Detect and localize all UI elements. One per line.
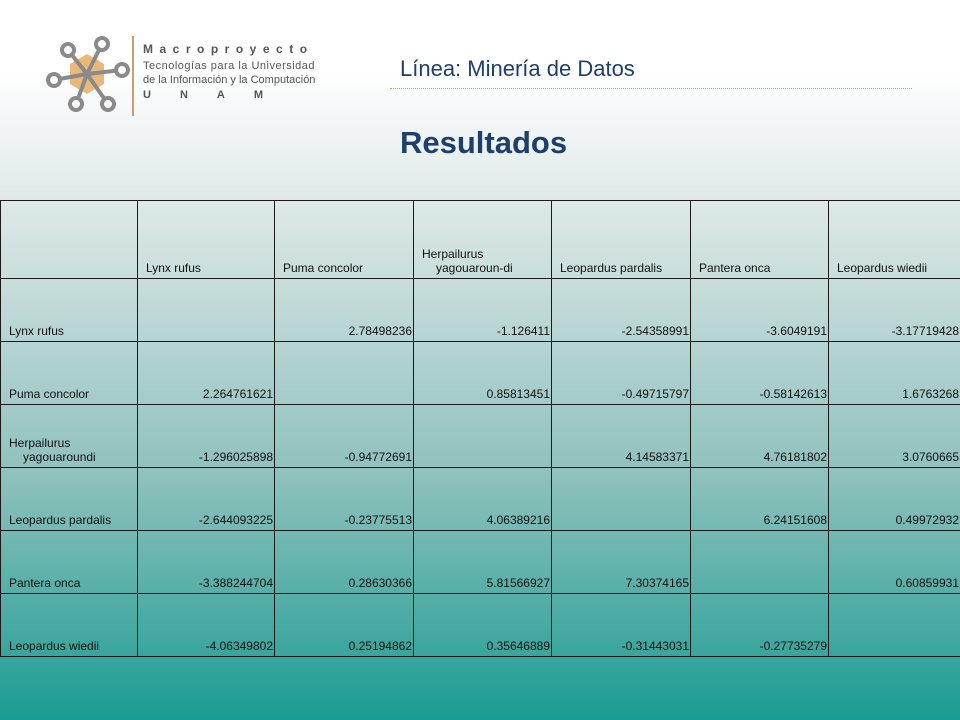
row-header: Puma concolor xyxy=(1,342,138,405)
table-cell: -3.388244704 xyxy=(138,531,275,594)
table-cell: 0.49972932 xyxy=(829,468,960,531)
column-header-label: Herpailurus yagouaroun-di xyxy=(422,247,513,275)
column-header xyxy=(414,201,552,279)
table-cell xyxy=(552,468,691,531)
table-row xyxy=(1,468,960,531)
table-row xyxy=(1,405,960,468)
column-header: Lynx rufus xyxy=(138,201,275,279)
table-cell: 4.14583371 xyxy=(552,405,691,468)
line-heading: Línea: Minería de Datos xyxy=(400,56,635,81)
row-header-label: Herpailurus yagouaroundi xyxy=(9,436,96,464)
table-cell: 0.25194862 xyxy=(275,594,414,657)
table-cell: 3.0760665 xyxy=(829,405,960,468)
page-title: Resultados xyxy=(400,125,568,160)
row-header xyxy=(1,405,138,468)
table-cell: 4.06389216 xyxy=(414,468,552,531)
table-cell: -0.94772691 xyxy=(275,405,414,468)
logo-subtitle-line1: Tecnologías para la Universidad xyxy=(143,60,316,72)
table-cell: -4.06349802 xyxy=(138,594,275,657)
column-header: Leopardus wiedii xyxy=(829,201,960,279)
table-cell xyxy=(691,531,829,594)
table-cell xyxy=(829,594,960,657)
table-row xyxy=(1,342,960,405)
table-cell: -3.17719428 xyxy=(829,279,960,342)
table-cell: -2.54358991 xyxy=(552,279,691,342)
table-cell: -0.58142613 xyxy=(691,342,829,405)
network-hexagon-icon xyxy=(42,32,132,122)
row-header: Leopardus wiedii xyxy=(1,594,138,657)
column-header: Leopardus pardalis xyxy=(552,201,691,279)
table-cell xyxy=(414,405,552,468)
macroproyecto-logo xyxy=(42,32,342,122)
table-row xyxy=(1,531,960,594)
table-cell: -3.6049191 xyxy=(691,279,829,342)
column-header: Pantera onca xyxy=(691,201,829,279)
table-cell xyxy=(138,279,275,342)
table-cell: -0.27735279 xyxy=(691,594,829,657)
table-cell: 2.78498236 xyxy=(275,279,414,342)
table-cell: 0.60859931 xyxy=(829,531,960,594)
table-cell: 0.85813451 xyxy=(414,342,552,405)
table-cell: -2.644093225 xyxy=(138,468,275,531)
heading-divider xyxy=(390,88,912,89)
table-corner-cell xyxy=(1,201,138,279)
table-cell: -0.31443031 xyxy=(552,594,691,657)
table-cell: 4.76181802 xyxy=(691,405,829,468)
table-cell: 5.81566927 xyxy=(414,531,552,594)
table-cell: 7.30374165 xyxy=(552,531,691,594)
table-header-row xyxy=(1,201,960,279)
row-header: Lynx rufus xyxy=(1,279,138,342)
table-cell: -0.49715797 xyxy=(552,342,691,405)
logo-subtitle-line2: de la Información y la Computación xyxy=(143,74,316,86)
table-cell xyxy=(275,342,414,405)
logo-title: Macroproyecto xyxy=(143,42,314,56)
row-header: Pantera onca xyxy=(1,531,138,594)
row-header: Leopardus pardalis xyxy=(1,468,138,531)
table-row xyxy=(1,594,960,657)
table-cell: -1.126411 xyxy=(414,279,552,342)
table-cell: 6.24151608 xyxy=(691,468,829,531)
results-table xyxy=(0,200,960,657)
column-header: Puma concolor xyxy=(275,201,414,279)
logo-unam: UNAM xyxy=(143,89,292,101)
table-cell: 0.28630366 xyxy=(275,531,414,594)
logo-divider xyxy=(132,36,134,116)
table-cell: 2.264761621 xyxy=(138,342,275,405)
table-cell: 0.35646889 xyxy=(414,594,552,657)
table-cell: 1.6763268 xyxy=(829,342,960,405)
table-cell: -1.296025898 xyxy=(138,405,275,468)
table-row xyxy=(1,279,960,342)
table-cell: -0.23775513 xyxy=(275,468,414,531)
